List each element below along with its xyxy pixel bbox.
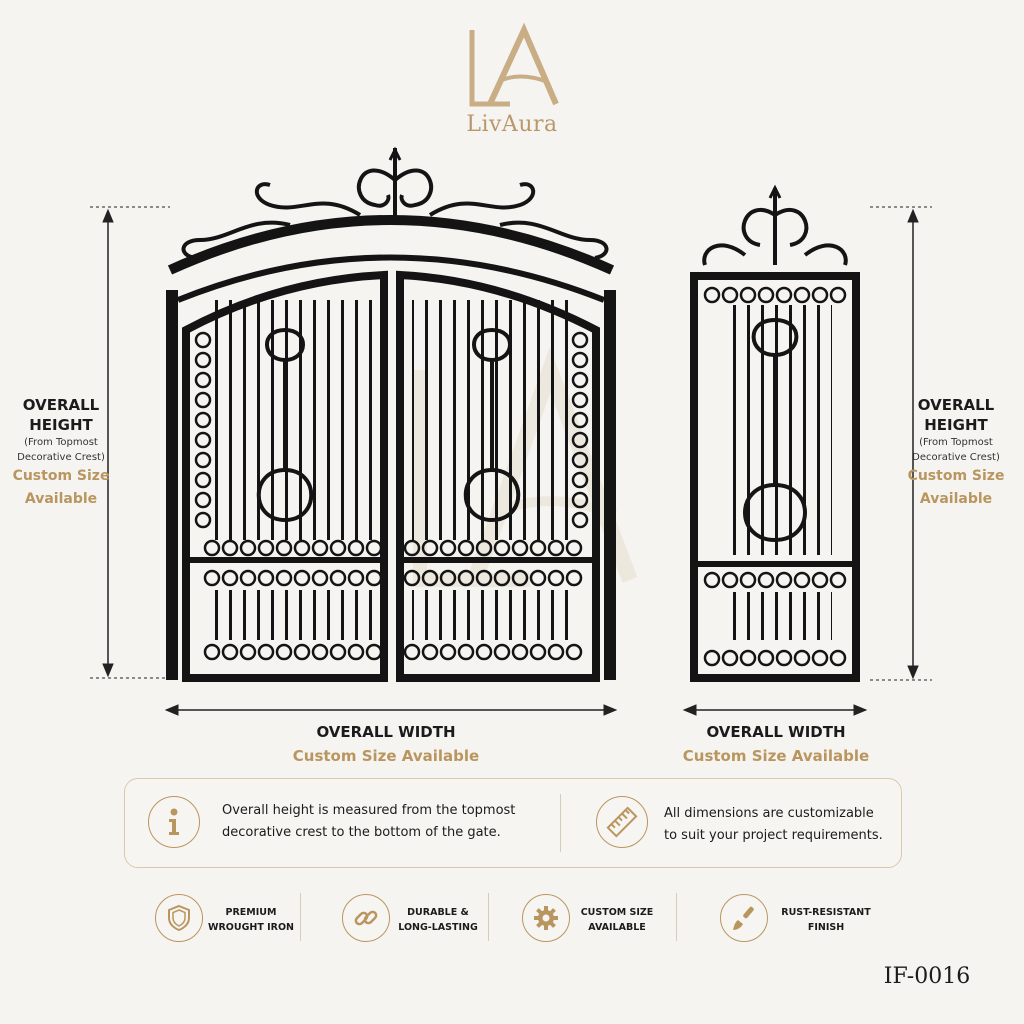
- height-custom-line2: Available: [919, 491, 993, 507]
- width-custom: Custom Size Available: [682, 747, 870, 765]
- width-label-right: [656, 721, 896, 769]
- brand-name: LivAura: [466, 112, 558, 137]
- feature-line: AVAILABLE: [588, 922, 646, 933]
- gear-icon: [522, 894, 570, 942]
- info-line: to suit your project requirements.: [664, 828, 883, 843]
- feature-line: WROUGHT IRON: [208, 922, 294, 933]
- product-code: IF-0016: [883, 964, 971, 989]
- height-sub-line1: (From Topmost: [919, 437, 993, 448]
- height-title-line1: OVERALL: [22, 396, 100, 414]
- height-sub-line1: (From Topmost: [24, 437, 98, 448]
- feature-label: [392, 905, 484, 935]
- feature-divider: [676, 893, 677, 941]
- info-icon: [148, 796, 200, 848]
- feature-line: PREMIUM: [225, 907, 277, 918]
- feature-line: DURABLE &: [407, 907, 469, 918]
- width-dimension-left: [166, 705, 616, 715]
- feature-line: CUSTOM SIZE: [580, 907, 654, 918]
- height-title-line2: HEIGHT: [29, 416, 93, 434]
- paintbrush-icon: [720, 894, 768, 942]
- feature-divider: [300, 893, 301, 941]
- feature-divider: [488, 893, 489, 941]
- height-custom-line1: Custom Size: [907, 468, 1005, 484]
- height-sub-line2: Decorative Crest): [17, 452, 105, 463]
- height-label-right: [896, 395, 1016, 511]
- height-title-line2: HEIGHT: [924, 416, 988, 434]
- feature-label: [770, 905, 882, 935]
- width-title: OVERALL WIDTH: [316, 723, 456, 741]
- info-line: Overall height is measured from the topmost: [222, 803, 516, 818]
- info-line: All dimensions are customizable: [664, 806, 874, 821]
- feature-line: LONG-LASTING: [398, 922, 478, 933]
- ruler-icon: [596, 796, 648, 848]
- height-sub-line2: Decorative Crest): [912, 452, 1000, 463]
- single-gate: [694, 188, 856, 678]
- feature-line: FINISH: [807, 922, 845, 933]
- feature-label: [205, 905, 297, 935]
- width-title: OVERALL WIDTH: [706, 723, 846, 741]
- height-custom-line1: Custom Size: [12, 468, 110, 484]
- double-gate: [166, 148, 616, 680]
- info-text-custom: [664, 803, 894, 847]
- width-custom: Custom Size Available: [292, 747, 480, 765]
- feature-label: [572, 905, 662, 935]
- info-text-height: [222, 800, 552, 844]
- shield-icon: [155, 894, 203, 942]
- width-dimension-right: [684, 705, 866, 715]
- height-title-line1: OVERALL: [917, 396, 995, 414]
- height-label-left: [0, 395, 122, 511]
- width-label-left: [246, 721, 526, 769]
- info-divider: [560, 794, 561, 852]
- info-line: decorative crest to the bottom of the gate.: [222, 825, 501, 840]
- chain-link-icon: [342, 894, 390, 942]
- feature-line: RUST-RESISTANT: [781, 907, 871, 918]
- height-custom-line2: Available: [24, 491, 98, 507]
